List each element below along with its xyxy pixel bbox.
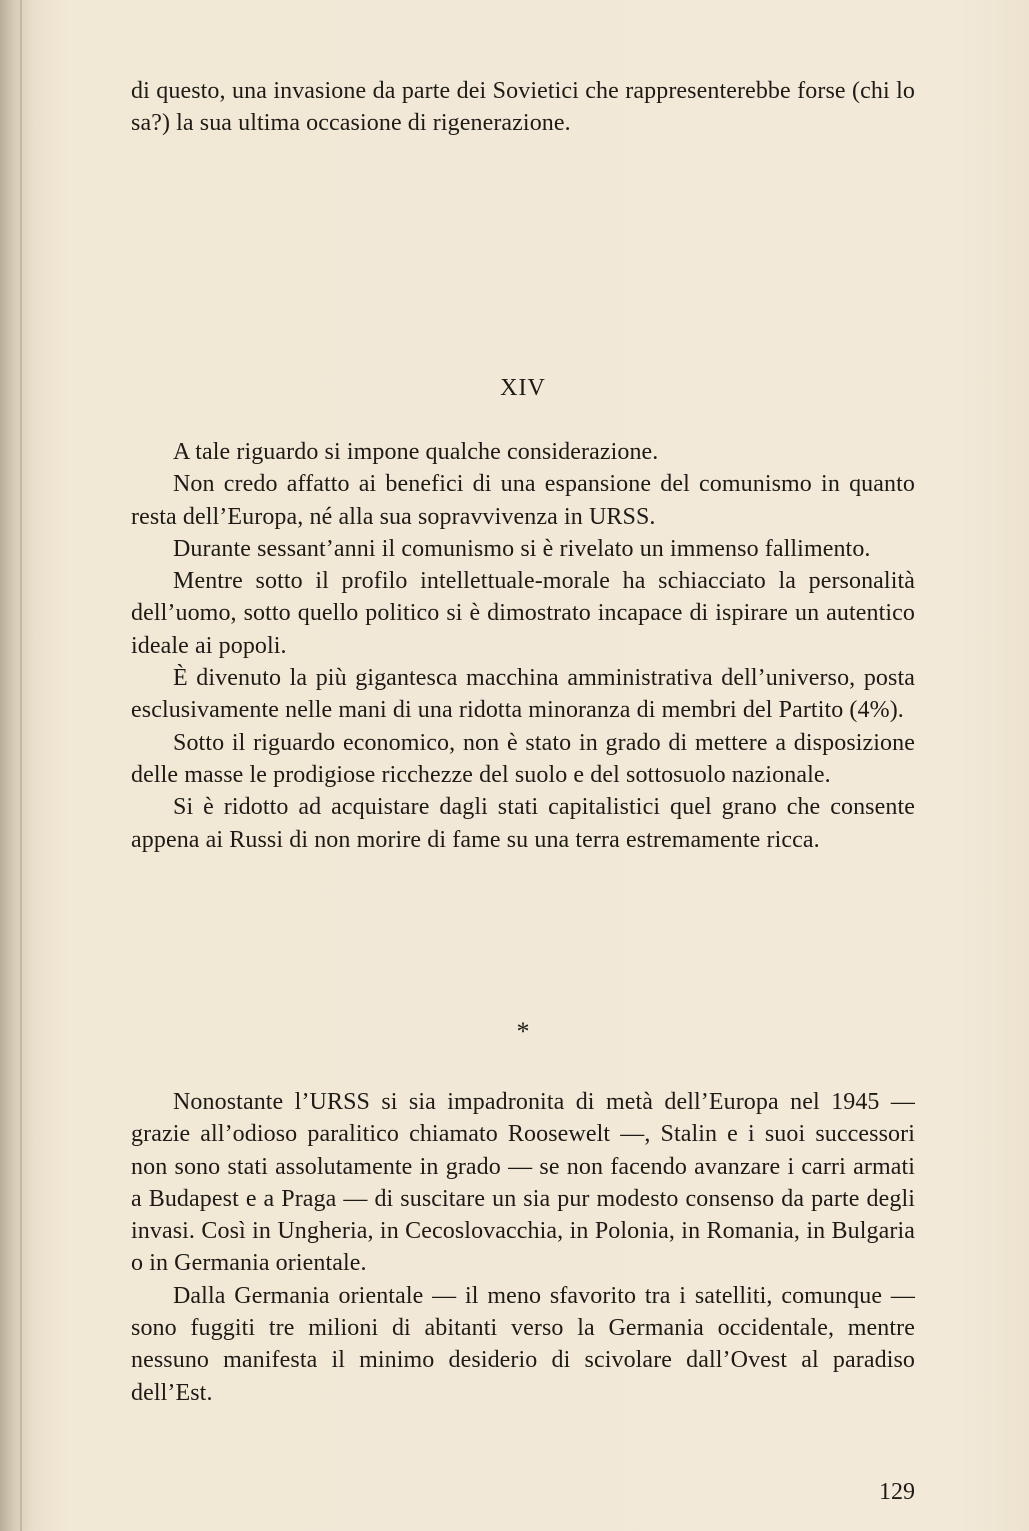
section-1-text [131, 436, 915, 856]
chapter-heading: XIV [500, 375, 546, 401]
paragraph: Durante sessant’anni il comunismo si è rivelato un immenso fallimento. [173, 535, 871, 562]
paragraph: Dalla Germania orientale — il meno sfavorito tra i satelliti, comunque — sono fuggiti tre milioni di abitanti verso la Germania occidentale, mentre nessuno manifesta il minimo desiderio di scivolare dall’Ovest al paradiso dell’Est. [131, 1282, 915, 1406]
section-2-text [131, 1086, 915, 1409]
paragraph: Si è ridotto ad acquistare dagli stati capitalistici quel grano che consente appena ai Russi di non morire di fame su una terra estremamente ricca. [131, 794, 915, 853]
opening-paragraph: di questo, una invasione da parte dei Sovietici che rappresenterebbe forse (chi lo sa?) la sua ultima occasione di rigenerazione. [131, 78, 915, 137]
binding-gutter [20, 0, 22, 1531]
section-separator: * [516, 1017, 530, 1046]
paragraph: Sotto il riguardo economico, non è stato in grado di mettere a disposizione delle masse le prodigiose ricchezze del suolo e del sottosuolo nazionale. [131, 729, 915, 788]
paragraph: Mentre sotto il profilo intellettuale-morale ha schiacciato la personalità dell’uomo, sotto quello politico si è dimostrato incapace di ispirare un autentico ideale ai popoli. [131, 568, 915, 659]
paragraph: Non credo affatto ai benefici di una espansione del comunismo in quanto resta dell’Europa, né alla sua sopravvivenza in URSS. [131, 471, 915, 530]
page-number: 129 [879, 1479, 915, 1505]
paragraph: Nonostante l’URSS si sia impadronita di metà dell’Europa nel 1945 — grazie all’odioso paralitico chiamato Roosewelt —, Stalin e i suoi successori non sono stati assolutamente in grado — se non facendo avanzare i carri armati a Budapest e a Praga — di suscitare un sia pur modesto consenso da parte degli invasi. Così in Ungheria, in Cecoslovacchia, in Polonia, in Romania, in Bulgaria o in Germania orientale. [131, 1089, 915, 1277]
paragraph: A tale riguardo si impone qualche considerazione. [173, 439, 659, 465]
opening-text [131, 75, 915, 140]
paragraph: È divenuto la più gigantesca macchina amministrativa dell’universo, posta esclusivamente nelle mani di una ridotta minoranza di membri del Partito (4%). [131, 665, 915, 724]
